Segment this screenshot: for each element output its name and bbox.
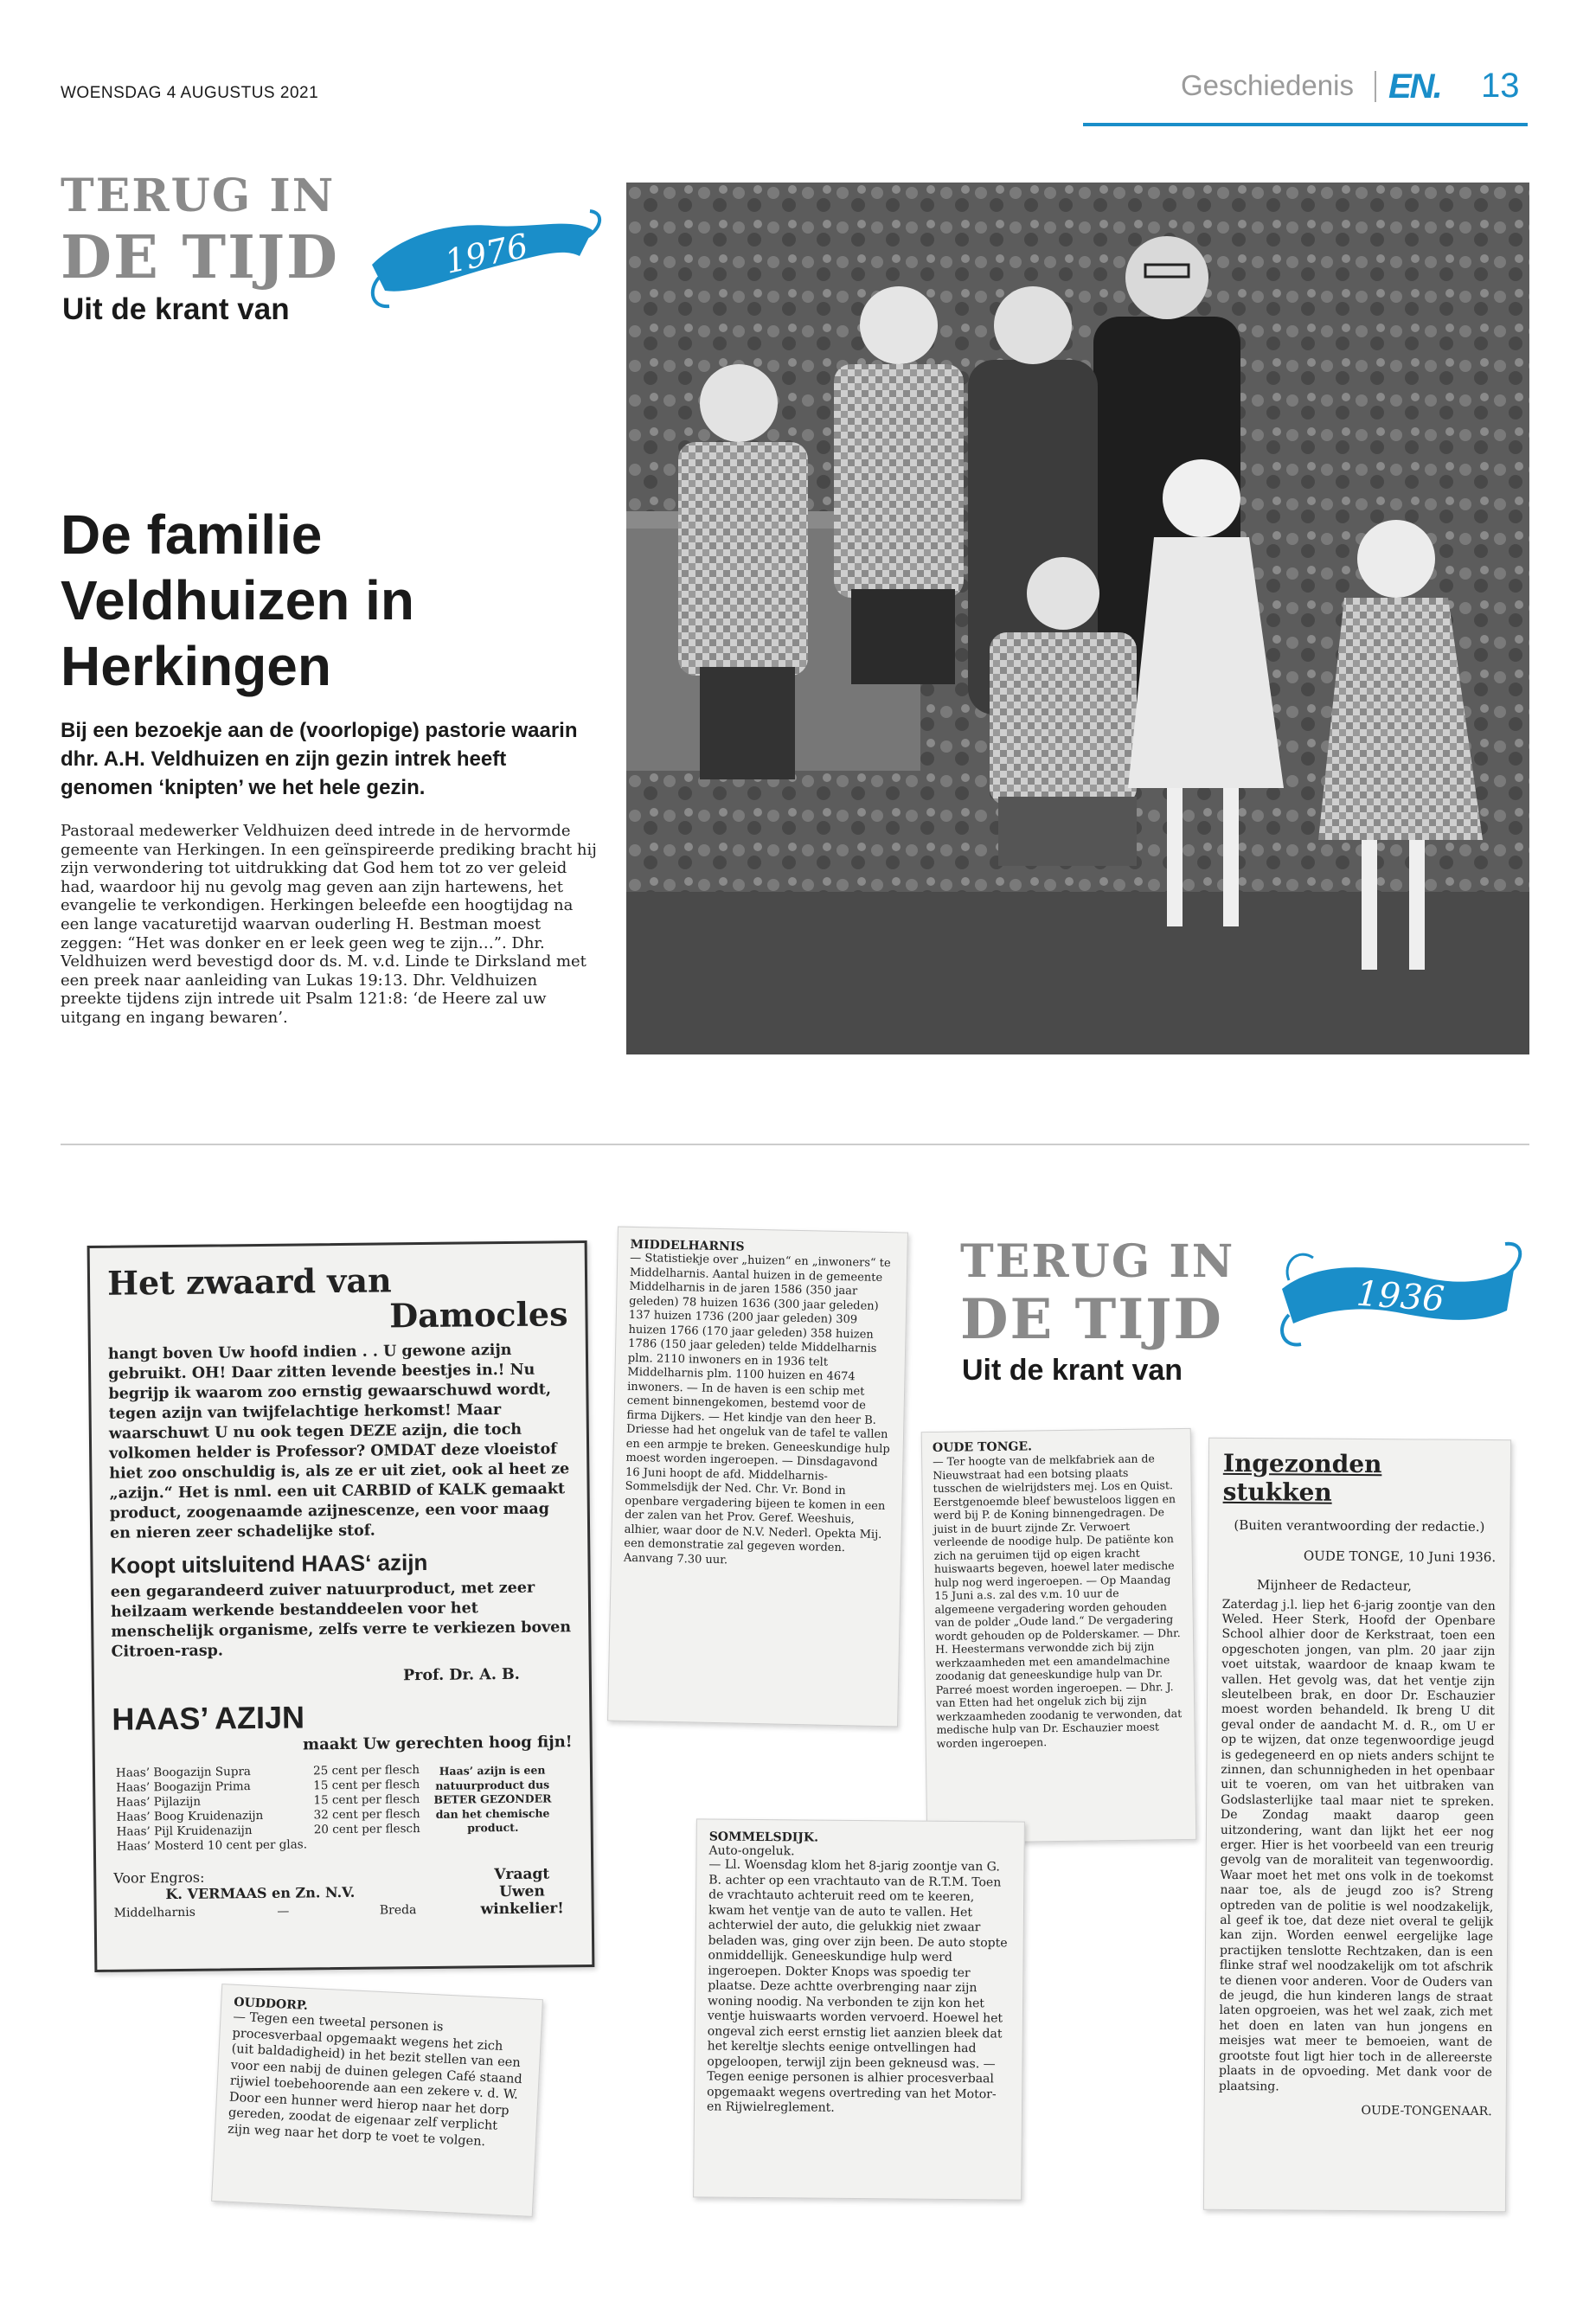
middelharnis-text: — Statistiekje over „huizen“ en „inwoners“ te Middelharnis. Aantal huizen in de gemeente Middelharnis in de jaren 1586 (350 jaar geleden) 78 huizen 1636 (300 jaar geleden) 137 huizen 1736 (200 jaar geleden) 309 huizen 1766 (170 jaar geleden) 358 huizen 1786 (150 jaar geleden) telde Middelharnis plm. 2110 inwoners en in 1936 telt Middelharnis plm. 1100 huizen en 4674 inwoners. — In de haven is een schip met cement binnengekomen, bestemd voor de firma Dijkers. — Het kindje van den heer B. Driesse had het ongeluk van de tafel te vallen en een armpje te breken. Geneeskundige hulp moest worden ingeroepen. — Dinsdagavond 16 Juni hoopt de afd. Middelharnis-Sommelsdijk der Ned. Chr. Vr. Bond in openbare vergadering bijeen te komen in een der zalen van het Prov. Geref. Weeshuis, alhier, waar door de N.V. Nederl. Opekta Mij. een demonstratie zal gegeven worden. Aanvang 7.30 uur. xyxy=(623,1251,891,1567)
issue-date: WOENSDAG 4 AUGUSTUS 2021 xyxy=(61,84,319,102)
article-body: Pastoraal medewerker Veldhuizen deed intrede in de hervormde gemeente van Herkingen. In een geïnspireerde prediking bracht hij zijn verwondering tot uitdrukking dat God hem tot zo ver geleid had, waardoor hij nu gevolg mag geven aan zijn hartewens, het evangelie te verkondigen. Herkingen beleefde een hoogtijdag na een lange vacaturetijd waarvan ouderling H. Bestman moest zeggen: “Het was donker en er leek geen weg te zijn…”. Dhr. Veldhuizen werd bevestigd door ds. M. v.d. Linde te Dirksland met een preek naar aanleiding van Lukas 19:13. Dhr. Veldhuizen preekte tijdens zijn intrede uit Psalm 121:8: ‘de Heere zal uw uitgang en ingang bewaren’. xyxy=(61,822,597,1027)
clipping-oude-tonge xyxy=(921,1428,1197,1843)
banner-top-year: 1976 xyxy=(441,226,532,281)
ad-place2: Breda xyxy=(379,1903,417,1918)
ad-koopt: Koopt uitsluitend HAAS‘ azijn xyxy=(110,1548,428,1579)
ad-title-line1: Het zwaard van xyxy=(106,1260,392,1303)
clipping-ouddorp xyxy=(211,1984,543,2217)
oude-tonge-title: OUDE TONGE. xyxy=(932,1439,1033,1456)
ad-note: Haas’ azijn is een natuurproduct dus BETER GEZONDER dan het chemische product. xyxy=(433,1763,552,1835)
clipping-middelharnis xyxy=(607,1227,908,1727)
ad-brand: HAAS’ AZIJN xyxy=(112,1699,305,1737)
ingezonden-title: Ingezonden stukken xyxy=(1222,1448,1382,1507)
middelharnis-title: MIDDELHARNIS xyxy=(630,1237,745,1254)
ingezonden-text: Zaterdag j.l. liep het 6-jarig zoontje van den Weled. Heer Sterk, Hoofd der Openbare School alhier door de Kerkstraat, toen een opgeschoten jongen, van plm. 20 jaar zijn voet uitstak, waardoor de knaap kwam te vallen. Het gevolg was, dat het ventje zijn sleutelbeen brak, en door Dr. Eschauzier moest worden behandeld. Ik breng U dit geval onder de aandacht M. d. R., om U er op te wijzen, dat onze tegenwoordige jeugd is gedegeneerd en op niets anders schijnt te zinnen, dan schunnigheden in het openbaar uit te voeren, om van het uitbraken van Godslasterlijke taal maar niet te spreken. De Zondag maakt daarop geen uitzondering, want dan lijkt het eer nog erger. Hier is het voorbeeld van een treurig gevolg van de moraliteit van tegenwoordig. Waar moet het met ons volk in de toekomst naar toe, als de jeugd zoo is? Streng optreden van de politie is wel noodzakelijk, al geef ik toe, dat deze niet overal te gelijk kan zijn. Worden eenwel eergelijke lage practijken tenslotte Rechtzaken, dan is een flinke straf wel noodzakelijk om tot afschrik te dienen voor anderen. Voor de Ouders van de jeugd, die hun kinderen langs de straat laten opgroeien, was het wel zaak, zich met het doen en laten van hun jongens en meisjes wat meer te bemoeien, want de grootste fout ligt hier toch in de allereerste plaats in de opvoeding. Met dank voor de plaatsing. xyxy=(1218,1597,1496,2093)
banner-bottom-line2: DE TIJD xyxy=(960,1287,1223,1352)
ad-price-value: 15 cent per flesch xyxy=(313,1778,420,1793)
sommelsdijk-title: SOMMELSDIJK. xyxy=(708,1830,819,1845)
header-separator xyxy=(1375,71,1376,102)
ad-price-name: Haas’ Boogazijn Prima xyxy=(116,1779,251,1795)
ad-price-name: Haas’ Mosterd 10 cent per glas. xyxy=(116,1837,308,1854)
ad-price-value xyxy=(311,1836,424,1852)
ingezonden-signature: OUDE-TONGENAAR. xyxy=(1361,2103,1492,2119)
ad-ask: Vraagt Uwen winkelier! xyxy=(480,1865,564,1919)
ad-price-table xyxy=(112,1763,424,1855)
ingezonden-dateline: OUDE TONGE, 10 Juni 1936. xyxy=(1303,1548,1497,1565)
ad-price-value: 20 cent per flesch xyxy=(313,1822,420,1837)
ad-price-name: Haas’ Boogazijn Supra xyxy=(115,1765,252,1780)
ad-price-value: 15 cent per flesch xyxy=(313,1792,420,1808)
ad-price-name: Haas’ Pijlazijn xyxy=(116,1794,202,1810)
clipping-ingezonden-stukken xyxy=(1203,1438,1511,2212)
ad-slogan: maakt Uw gerechten hoog fijn! xyxy=(302,1733,573,1754)
article-headline: De familie Veldhuizen in Herkingen xyxy=(61,503,414,697)
ad-text2: een gegarandeerd zuiver natuurproduct, met zeer heilzaam werkende bestanddeelen voor het menschelijk organisme, zelfs verre te verkiezen boven Citroen-rasp. xyxy=(110,1579,572,1661)
ad-text: hangt boven Uw hoofd indien . . U gewone azijn gebruikt. OH! Daar zitten levende beestjes in.! Nu begrijp ik waarom zoo ernstig gewaarschuwd wordt, tegen azijn van twijfelachtige herkomst! Maar waarschuwt U nu ook tegen DEZE azijn, die toch volkomen helder is Professor? OMDAT deze vloeistof hiet zoo onschuldig is, als ze er uit ziet, ook al heet ze „azijn.“ Het is nml. een uit CARBID of KALK gemaakt product, zoogenaamde azijnescenze, een voor maag en nieren zeer schadelijke stof. xyxy=(107,1341,570,1542)
family-photo-illustration xyxy=(626,183,1529,1054)
banner-top-line1: TERUG IN xyxy=(61,170,336,222)
family-photo xyxy=(626,183,1529,1054)
section-divider xyxy=(61,1144,1529,1145)
ad-place1: Middelharnis xyxy=(113,1905,196,1920)
ad-price-value: 32 cent per flesch xyxy=(313,1807,420,1823)
section-title[interactable]: Geschiedenis xyxy=(1181,69,1354,101)
ouddorp-title: OUDDORP. xyxy=(233,1995,309,2013)
ad-price-name: Haas’ Pijl Kruidenazijn xyxy=(116,1823,253,1839)
oude-tonge-text: — Ter hoogte van de melkfabriek aan de Nieuwstraat had een botsing plaats tusschen de wielrijdsters mej. Los en Quist. Eerstgenoemde bleef bewusteloos liggen en werd bij P. de Koning binnengedragen. De juist in de buurt zijnde Zr. Verwoert verleende de noodige hulp. De patiënte kon zich na geruimen tijd op eigen kracht huiswaarts begeven, hoewel later medische hulp nog werd ingeroepen. — Op Maandag 15 Juni a.s. zal des v.m. 10 uur de algemeene vergadering worden gehouden van de polder „Oude land.“ De vergadering wordt gehouden op de Polderskamer. — Dhr. H. Heestermans verwondde zich bij zijn werkzaamheden met een amandelmachine zoodanig dat geneeskundige hulp van Dr. Parreé moest worden ingeroepen. — Dhr. J. van Etten had het ongeluk zich bij zijn werkzaamheden zoodanig te verwonden, dat medische hulp van Dr. Eschauzier moest worden ingeroepen. xyxy=(933,1452,1183,1750)
ingezonden-disclaimer: (Buiten verantwoording der redactie.) xyxy=(1234,1516,1485,1535)
ingezonden-salutation: Mijnheer de Redacteur, xyxy=(1256,1577,1413,1594)
banner-bottom-year: 1936 xyxy=(1355,1273,1446,1320)
banner-top-subtitle: Uit de krant van xyxy=(62,292,290,326)
sommelsdijk-text: — Ll. Woensdag klom het 8-jarig zoontje van G. B. achter op een vrachtauto van de R.T.M. Toen de vrachtauto achteruit reed om te keeren, kwam het ventje van de auto te vallen. Het achterwiel der auto, die gelukkig niet zwaar beladen was, ging over zijn been. De auto stopte onmiddellijk. Geneeskundige hulp werd ingeroepen. Dokter Knops was spoedig ter plaatse. Deze achtte overbrenging naar zijn woning noodig. Na verbonden te zijn kon het ventje huiswaarts worden vervoerd. Hoewel het ongeval zich eerst ernstig liet aanzien bleek dat het kereltje slechts eenige ontvellingen had opgeloopen, terwijl zijn been gekneusd was. — Tegen eenige personen is alhier procesverbaal opgemaakt wegens overtreding van het Motor- en Rijwielreglement. xyxy=(706,1857,1008,2115)
clipping-sommelsdijk xyxy=(693,1818,1025,2200)
ad-signature: Prof. Dr. A. B. xyxy=(402,1665,520,1685)
clipping-haas-azijn-ad xyxy=(87,1240,595,1972)
ad-dealer: K. VERMAAS en Zn. N.V. xyxy=(165,1883,356,1903)
ad-title-line2: Damocles xyxy=(388,1294,568,1336)
ad-engros: Voor Engros: xyxy=(113,1868,205,1887)
ad-price-name: Haas’ Boog Kruidenazijn xyxy=(116,1808,264,1824)
banner-bottom-subtitle: Uit de krant van xyxy=(962,1354,1183,1387)
ad-dash: — xyxy=(277,1904,290,1919)
banner-bottom-line1: TERUG IN xyxy=(960,1235,1235,1288)
ad-price-value: 25 cent per flesch xyxy=(313,1763,420,1779)
page-number: 13 xyxy=(1481,67,1520,105)
article-lead: Bij een bezoekje aan de (voorlopige) pastorie waarin dhr. A.H. Veldhuizen en zijn gezin intrek heeft genomen ‘knipten’ we het hele gezin. xyxy=(61,719,578,799)
ad-price-row xyxy=(113,1836,424,1855)
newspaper-logo[interactable]: EN. xyxy=(1388,67,1441,106)
header-rule xyxy=(1083,123,1528,126)
banner-bottom-ribbon xyxy=(1272,1228,1531,1358)
banner-top-line2: DE TIJD xyxy=(61,223,340,292)
sommelsdijk-subtitle: Auto-ongeluk. xyxy=(708,1843,795,1859)
ouddorp-text: — Tegen een tweetal personen is procesverbaal opgemaakt wegens het zich (uit baldadigheid) in het bezit stellen van een voor een nabij de duinen gelegen Café staand rijwiel toebehoorende aan een zekere v. d. W. Door een hunner werd hierop naar het dorp gereden, zoodat de eigenaar zelf verplicht zijn weg naar het dorp te voet te volgen. xyxy=(227,2009,523,2149)
banner-top-ribbon xyxy=(363,204,606,325)
